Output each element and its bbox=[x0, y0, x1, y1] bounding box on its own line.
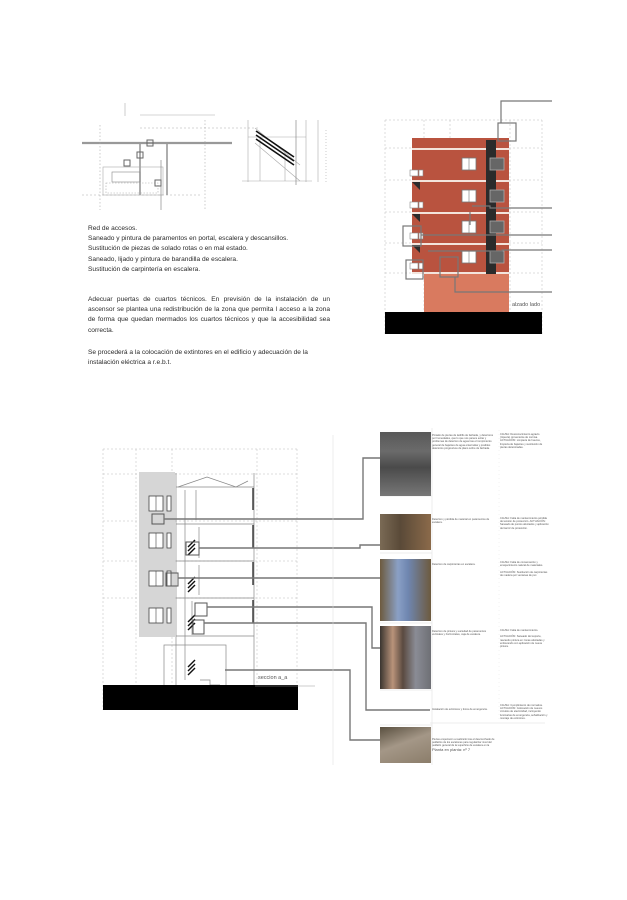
row-5-cause: CAUSA: Cumplimiento de normativa. ACTUACIÓN: Colocación de nuevos circuitos de electricidad, incluyendo luminarias de emergencia, señalización y montaje de extintores. bbox=[500, 704, 548, 720]
row-2-cause: CAUSA: Falta de mantenimiento pérdida de tensión de protección. ACTUACIÓN: Saneado de puntos afectados y aplicación de barniz de protección. bbox=[500, 517, 549, 530]
photo-stair-window bbox=[380, 559, 431, 621]
line-barandilla: Saneado, lijado y pintura de barandilla de escalera. bbox=[88, 255, 238, 263]
line-sustitucion-solado: Sustitución de piezas de solado rotas o en mal estado. bbox=[88, 245, 248, 253]
row-4-description: Deterioro de pintura y suciedad de paramentos verticales y horizontales, caja de escalera. bbox=[432, 630, 487, 637]
paragraph-cuartos-tecnicos: Adecuar puertas de cuartos técnicos. En previsión de la instalación de un ascensor se plantea una redistribución de la zona que permita l acceso a la zona de forma que quedan mermados los cuartos técnicos y que la accesibilidad sea correcta. bbox=[88, 296, 330, 334]
row-5-description: Instalación de extintores y focos de emergencia. bbox=[432, 708, 488, 711]
row-1-cause: CAUSA: Desconocimiento agravio (riqueza) proveniente de cornisa. ACTUACIÓN: Limpieza de huecos, limpieza de bajantes y sustitución de piezas deterioradas. bbox=[500, 433, 543, 449]
photo-stairwell-facade bbox=[380, 432, 431, 496]
photo-corridor bbox=[380, 626, 431, 689]
row-6-description: Piezas empezaron a realizarlo tras el desconchado de peldaños de los escalones para regularizar nivel del peldaño general de la superficie de escalera en la Planta en planta: nº 7 bbox=[432, 738, 495, 752]
section-ground-band bbox=[103, 685, 298, 710]
line-red-accesos: Red de accesos. bbox=[88, 225, 138, 232]
row-2-description: Deterioro y pérdida de material en paramentos de escalera. bbox=[432, 518, 490, 525]
section-label: seccion a_a bbox=[258, 675, 288, 681]
line-saneado-pintura: Saneado y pintura de paramentos en portal, escalera y descansillos. bbox=[88, 235, 289, 243]
photo-stair-steps bbox=[380, 727, 431, 763]
row-4-cause: CAUSA: Falta de mantenimiento. ACTUACIÓN: Saneado del soporte, rascando pintura en zonas afectadas y enfoscando con aplicación de nueva pintura. bbox=[500, 629, 545, 649]
line-carpinteria: Sustitución de carpintería en escalera. bbox=[88, 265, 201, 273]
row-3-description: Deterioro de carpinterías en escalera. bbox=[432, 563, 476, 566]
elevation-label: alzado lado bbox=[512, 302, 541, 308]
row-1-description: Pintado de piezas de ladrillo de fachada, y deterioros por humedades, que lo que nos parece evitar y problemas de deterioro de agua tras el rompimiento general de bajantes de agua enterradas y posibles deterioros progresivos de plano sobre de fachada. bbox=[432, 434, 493, 450]
row-3-cause: CAUSA: Falta de conservación y envejecimiento natural de materiales. ACTUACIÓN: Sustitución de carpinterías de madera por ventanas de pvc. bbox=[500, 561, 548, 577]
photo-wall-paint bbox=[380, 514, 431, 550]
paragraph-extintores: Se procederá a la colocación de extintores en el edificio y adecuación de la instalación eléctrica a r.e.b.t. bbox=[88, 349, 308, 367]
